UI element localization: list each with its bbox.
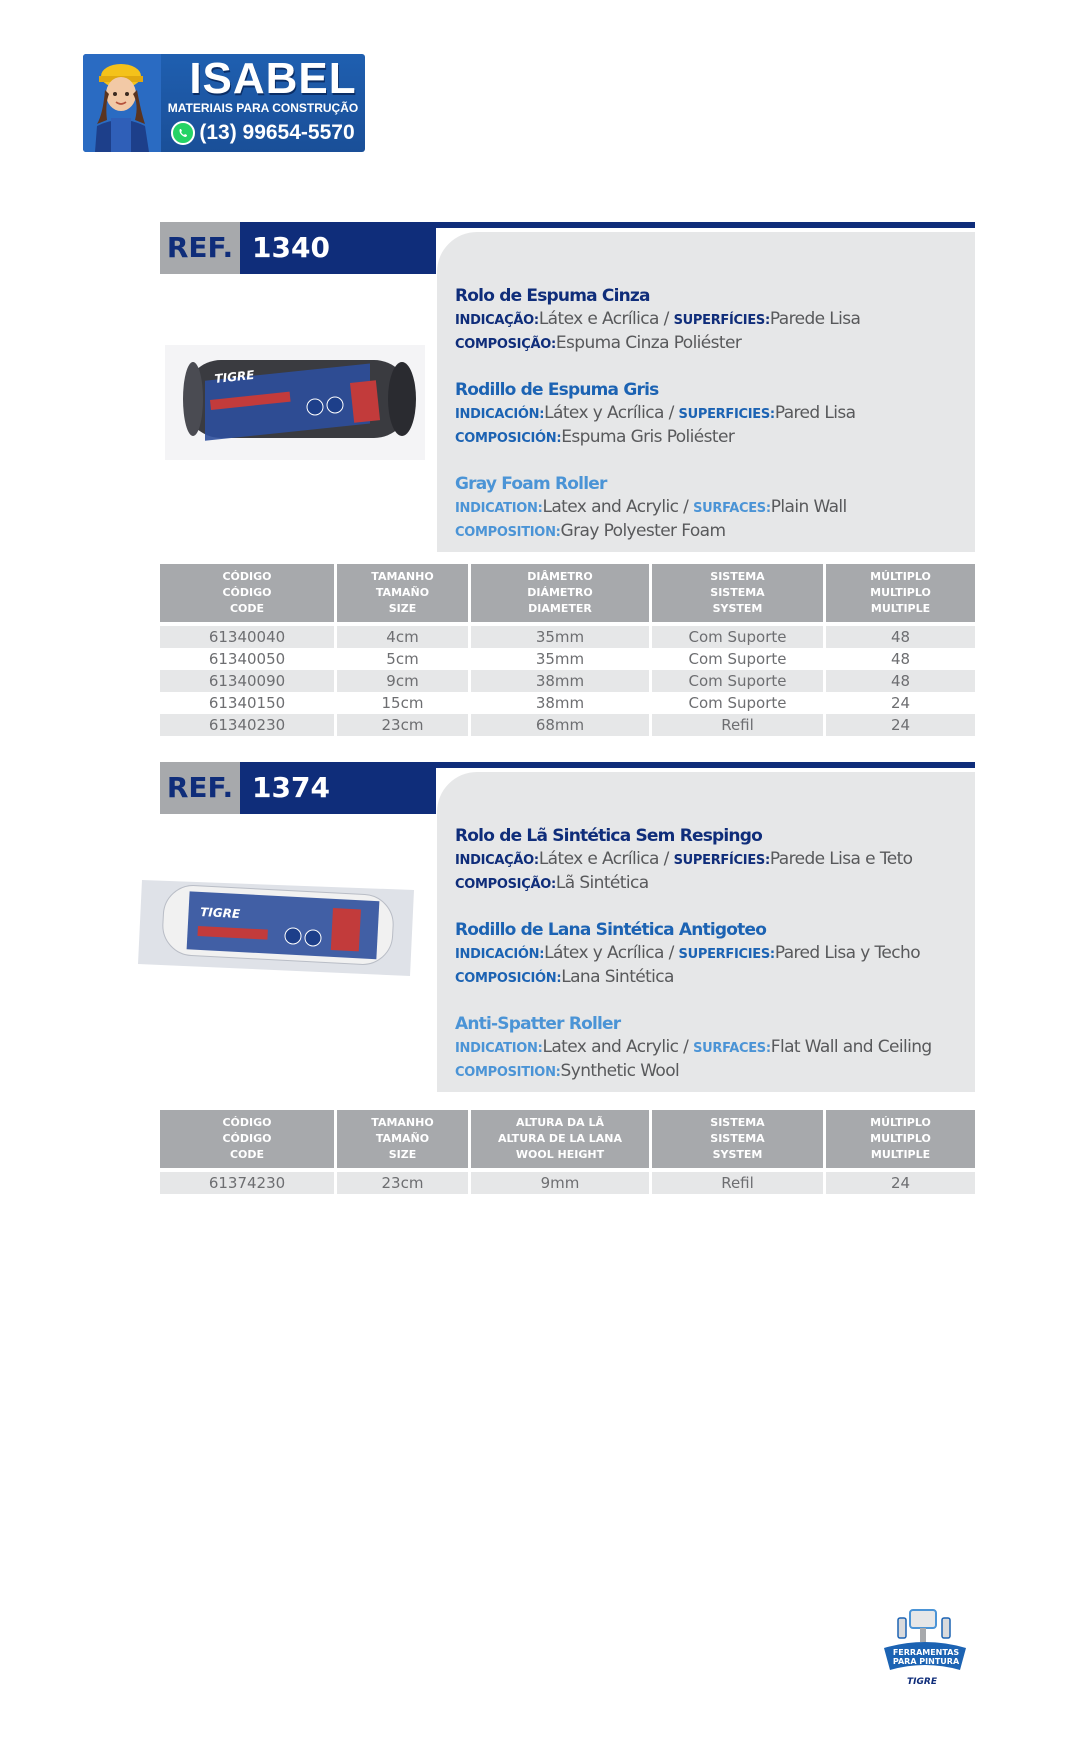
title-en: Anti-Spatter Roller [455,1014,621,1034]
table-row [160,670,975,692]
table-row [160,626,975,648]
cell-code: 61374230 [160,1172,334,1194]
title-pt: Rolo de Lã Sintética Sem Respingo [455,826,762,846]
ind-val-en: Latex and Acrylic / [542,1037,694,1057]
comp-key-pt: COMPOSIÇÃO: [455,877,556,892]
ind-val-es: Látex y Acrílica / [544,943,679,963]
logo-phone: (13) 99654-5570 [199,121,355,144]
spec-table-1374 [157,1110,978,1194]
cell-system: Refil [652,1172,823,1194]
surf-val-en: Plain Wall [770,497,847,517]
ind-val-pt: Látex e Acrílica / [538,309,674,329]
col-diameter-header: DIÂMETRO DIÁMETRO DIAMETER [471,564,649,622]
comp-key-en: COMPOSITION: [455,525,561,540]
logo-subtitle: MATERIAIS PARA CONSTRUÇÃO [167,101,359,115]
comp-key-es: COMPOSICIÓN: [455,971,562,986]
title-es: Rodillo de Lana Sintética Antigoteo [455,920,767,940]
cell-size: 9cm [337,670,468,692]
info-pt [455,284,975,356]
cell-system: Com Suporte [652,670,823,692]
surf-val-en: Flat Wall and Ceiling [770,1037,932,1057]
ind-key-en: INDICATION: [455,501,543,516]
title-es: Rodillo de Espuma Gris [455,380,659,400]
cell-code: 61340090 [160,670,334,692]
table-header-row [160,564,975,622]
logo-brand: ISABEL [189,54,357,103]
tigre-paint-tools-badge [880,1608,970,1688]
surf-val-pt: Parede Lisa [769,309,861,329]
surf-key-pt: SUPERFÍCIES: [673,313,770,328]
cell-diameter: 68mm [471,714,649,736]
cell-size: 15cm [381,694,424,712]
surf-key-en: SURFACES: [693,501,771,516]
cell-multiple: 24 [890,694,911,712]
comp-val-pt: Espuma Cinza Poliéster [555,333,742,353]
comp-val-en: Synthetic Wool [560,1061,680,1081]
cell-system: Refil [652,714,823,736]
worker-avatar-icon [83,54,161,152]
comp-key-en: COMPOSITION: [455,1065,561,1080]
cell-multiple: 48 [890,650,911,668]
product-info-1340 [437,232,975,552]
cell-diameter: 38mm [535,694,585,712]
table-row [160,648,975,670]
cell-size: 23cm [337,1172,468,1194]
badge-line2: PARA PINTURA [892,1657,960,1666]
comp-val-en: Gray Polyester Foam [560,521,726,541]
cell-wool-height: 9mm [471,1172,649,1194]
cell-diameter: 38mm [471,670,649,692]
whatsapp-icon [171,121,195,145]
badge-line1: FERRAMENTAS [892,1648,960,1657]
surf-val-es: Pared Lisa y Techo [774,943,921,963]
surf-key-es: SUPERFICIES: [678,407,775,422]
comp-val-es: Lana Sintética [561,967,674,987]
foam-roller-image [165,345,425,460]
cell-code: 61340230 [160,714,334,736]
cell-size: 23cm [337,714,468,736]
ind-key-pt: INDICAÇÃO: [455,853,539,868]
col-code-header: CÓDIGO CÓDIGO CODE [160,1110,334,1168]
col-multiple-header: MÚLTIPLO MULTIPLO MULTIPLE [826,1110,975,1168]
info-pt [455,824,975,896]
cell-multiple: 48 [826,670,975,692]
spec-table-1340 [157,564,978,736]
info-es [455,918,975,990]
col-wool-height-header: ALTURA DA LÃ ALTURA DE LA LANA WOOL HEIGHT [471,1110,649,1168]
cell-size: 5cm [386,650,419,668]
svg-text:TIGRE: TIGRE [199,905,241,922]
cell-multiple: 24 [826,1172,975,1194]
cell-system: Com Suporte [652,626,823,648]
ref-number: 1374 [240,762,436,814]
comp-val-pt: Lã Sintética [555,873,649,893]
cell-code: 61340050 [208,650,286,668]
title-en: Gray Foam Roller [455,474,607,494]
table-header-row [160,1110,975,1168]
surf-val-pt: Parede Lisa e Teto [769,849,913,869]
ind-val-pt: Látex e Acrílica / [538,849,674,869]
cell-diameter: 35mm [471,626,649,648]
cell-system: Com Suporte [688,650,787,668]
ind-key-pt: INDICAÇÃO: [455,313,539,328]
surf-key-es: SUPERFICIES: [678,947,775,962]
ref-label: REF. [160,222,240,274]
cell-code: 61340040 [160,626,334,648]
cell-multiple: 48 [826,626,975,648]
cell-size: 4cm [337,626,468,648]
cell-code: 61340150 [208,694,286,712]
ref-label: REF. [160,762,240,814]
badge-brand: TIGRE [907,1677,937,1687]
ind-key-en: INDICATION: [455,1041,543,1056]
cell-multiple: 24 [826,714,975,736]
info-en [455,1012,975,1084]
comp-val-es: Espuma Gris Poliéster [561,427,735,447]
col-size-header: TAMANHO TAMAÑO SIZE [337,564,468,622]
info-en [455,472,975,544]
product-info-1374 [437,772,975,1092]
table-row [160,714,975,736]
col-size-header: TAMANHO TAMAÑO SIZE [337,1110,468,1168]
comp-key-pt: COMPOSIÇÃO: [455,337,556,352]
col-system-header: SISTEMA SISTEMA SYSTEM [652,1110,823,1168]
ind-key-es: INDICACIÓN: [455,407,545,422]
title-pt: Rolo de Espuma Cinza [455,286,650,306]
store-logo [83,54,365,152]
cell-diameter: 35mm [535,650,585,668]
comp-key-es: COMPOSICIÓN: [455,431,562,446]
ref-number: 1340 [240,222,436,274]
table-row [160,692,975,714]
ind-val-es: Látex y Acrílica / [544,403,679,423]
table-row [160,1172,975,1194]
ind-val-en: Latex and Acrylic / [542,497,694,517]
surf-val-es: Pared Lisa [774,403,856,423]
col-multiple-header: MÚLTIPLO MULTIPLO MULTIPLE [826,564,975,622]
col-code-header: CÓDIGO CÓDIGO CODE [160,564,334,622]
svg-text:TIGRE: TIGRE [213,367,256,386]
cell-system: Com Suporte [688,694,787,712]
col-system-header: SISTEMA SISTEMA SYSTEM [652,564,823,622]
info-es [455,378,975,450]
surf-key-en: SURFACES: [693,1041,771,1056]
surf-key-pt: SUPERFÍCIES: [673,853,770,868]
logo-phone-row [161,118,365,148]
anti-spatter-roller-image [138,868,418,983]
ind-key-es: INDICACIÓN: [455,947,545,962]
